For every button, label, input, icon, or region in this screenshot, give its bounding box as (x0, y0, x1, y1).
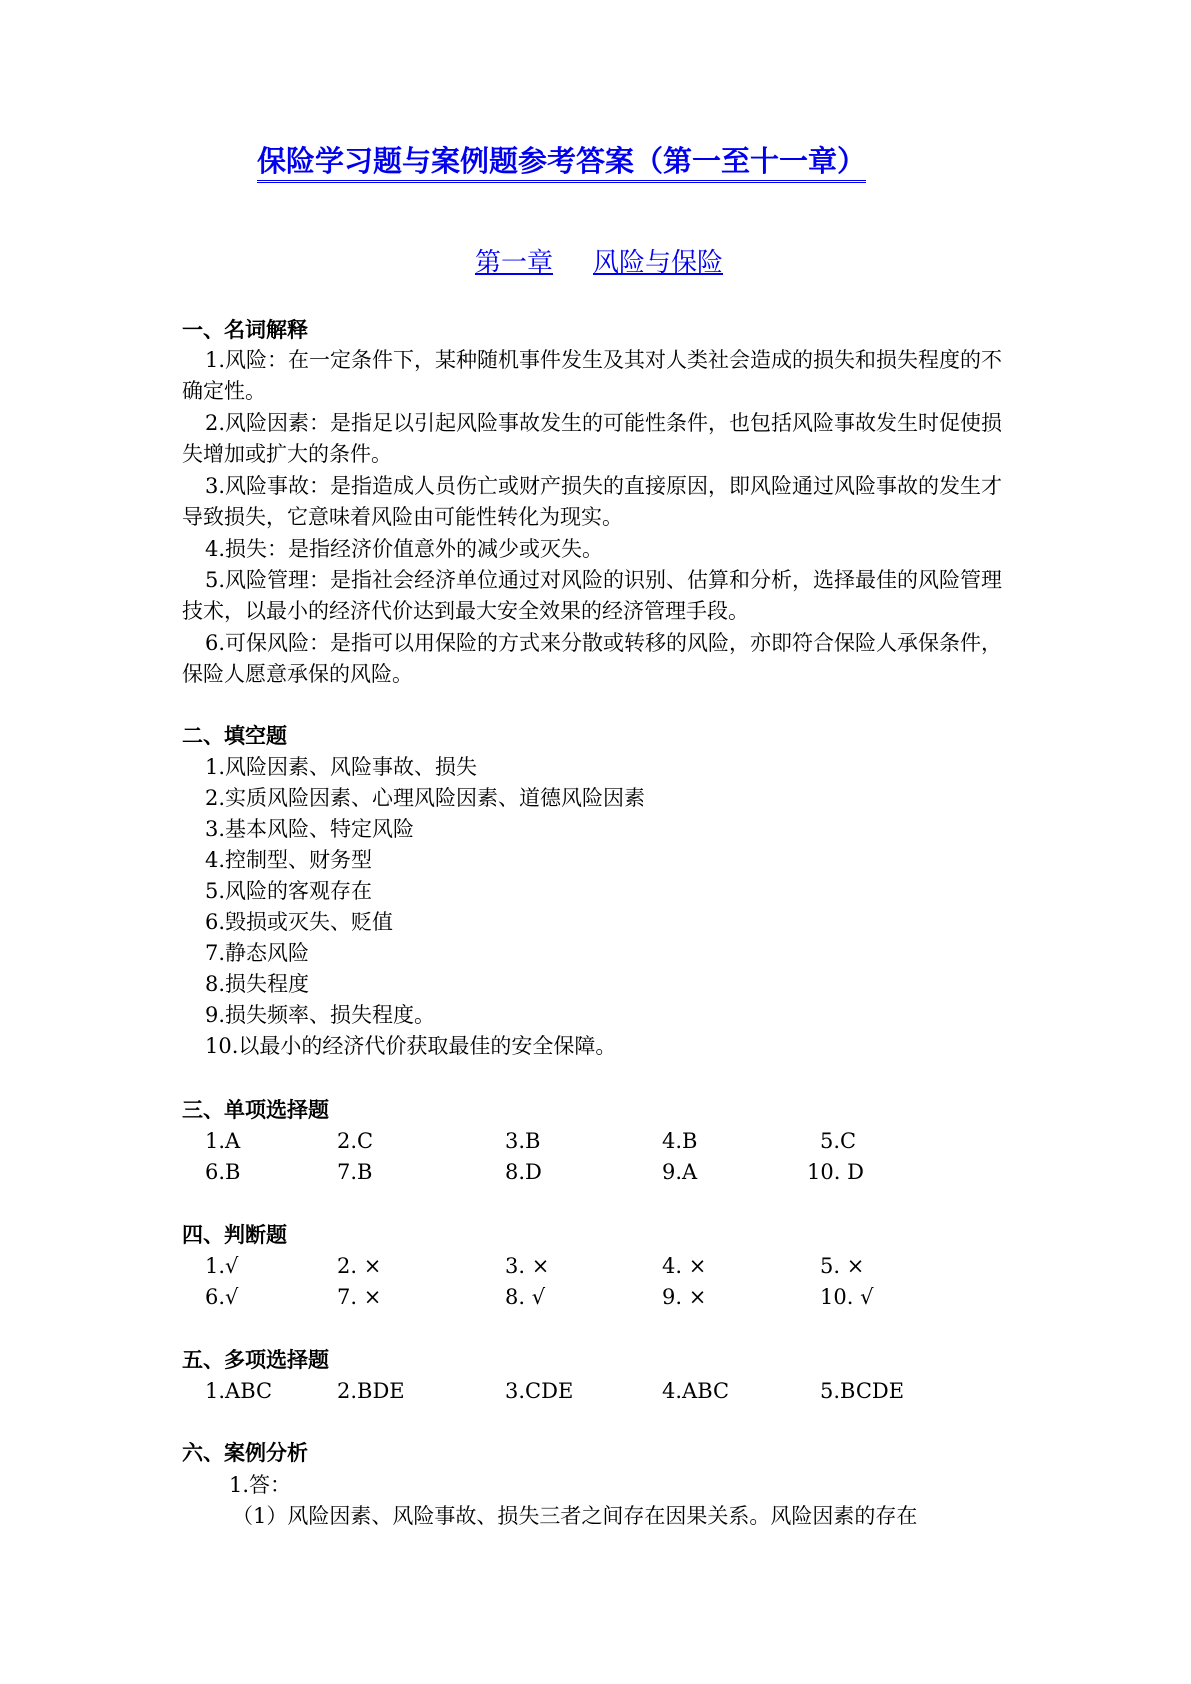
definition-item: 2.风险因素：是指足以引起风险事故发生的可能性条件，也包括风险事故发生时促使损失增加或扩大的条件。 (182, 411, 1003, 466)
fill-in-item: 5.风险的客观存在 (205, 879, 373, 903)
multiple-choice-answer: 4.ABC (662, 1379, 730, 1403)
multiple-choice-answer: 1.ABC (205, 1379, 273, 1403)
fill-in-item: 6.毁损或灭失、贬值 (205, 910, 394, 934)
single-choice-answer: 8.D (505, 1160, 542, 1184)
true-false-answer: 6.√ (205, 1285, 239, 1309)
fill-in-item: 2.实质风险因素、心理风险因素、道德风险因素 (205, 786, 646, 810)
single-choice-answer: 2.C (337, 1129, 374, 1153)
single-choice-answer: 3.B (505, 1129, 541, 1153)
true-false-answer: 2. × (337, 1254, 382, 1278)
chapter-title[interactable] (475, 248, 723, 279)
fill-in-item: 3.基本风险、特定风险 (205, 817, 415, 841)
true-false-answer: 5. × (820, 1254, 865, 1278)
section-heading-fill-in: 二、填空题 (182, 724, 287, 748)
single-choice-answer: 6.B (205, 1160, 241, 1184)
single-choice-answer: 4.B (662, 1129, 698, 1153)
definition-item: 1.风险：在一定条件下，某种随机事件发生及其对人类社会造成的损失和损失程度的不确定性。 (182, 348, 1003, 403)
fill-in-item: 10.以最小的经济代价获取最佳的安全保障。 (205, 1034, 617, 1058)
multiple-choice-answer: 2.BDE (337, 1379, 405, 1403)
single-choice-answer: 1.A (205, 1129, 241, 1153)
definition-item: 4.损失：是指经济价值意外的减少或灭失。 (205, 537, 604, 561)
true-false-answer: 9. × (662, 1285, 707, 1309)
definition-item: 3.风险事故：是指造成人员伤亡或财产损失的直接原因，即风险通过风险事故的发生才导致损失，它意味着风险由可能性转化为现实。 (182, 474, 1003, 529)
fill-in-item: 4.控制型、财务型 (205, 848, 373, 872)
fill-in-item: 7.静态风险 (205, 941, 310, 965)
single-choice-answer: 5.C (820, 1129, 857, 1153)
true-false-answer: 3. × (505, 1254, 550, 1278)
single-choice-answer: 10. D (807, 1160, 864, 1184)
single-choice-answer: 9.A (662, 1160, 698, 1184)
fill-in-item: 8.损失程度 (205, 972, 310, 996)
chapter-number: 第一章 (475, 248, 554, 278)
true-false-answer: 8. √ (505, 1285, 546, 1309)
true-false-answer: 4. × (662, 1254, 707, 1278)
fill-in-item: 9.损失频率、损失程度。 (205, 1003, 436, 1027)
document-title[interactable]: 保险学习题与案例题参考答案（第一至十一章） (257, 145, 866, 183)
section-heading-true-false: 四、判断题 (182, 1223, 287, 1247)
definition-item: 6.可保风险：是指可以用保险的方式来分散或转移的风险，亦即符合保险人承保条件，保险人愿意承保的风险。 (182, 631, 1003, 686)
section-heading-multiple-choice: 五、多项选择题 (182, 1348, 329, 1372)
true-false-answer: 7. × (337, 1285, 382, 1309)
case-answer-label: 1.答： (229, 1473, 292, 1497)
section-heading-single-choice: 三、单项选择题 (182, 1098, 329, 1122)
single-choice-answer: 7.B (337, 1160, 373, 1184)
case-answer-text: （1）风险因素、风险事故、损失三者之间存在因果关系。风险因素的存在 (232, 1504, 918, 1528)
multiple-choice-answer: 5.BCDE (820, 1379, 905, 1403)
true-false-answer: 10. √ (820, 1285, 874, 1309)
true-false-answer: 1.√ (205, 1254, 239, 1278)
section-heading-definitions: 一、名词解释 (182, 318, 308, 342)
definition-item: 5.风险管理：是指社会经济单位通过对风险的识别、估算和分析，选择最佳的风险管理技术，以最小的经济代价达到最大安全效果的经济管理手段。 (182, 568, 1003, 623)
multiple-choice-answer: 3.CDE (505, 1379, 574, 1403)
chapter-name: 风险与保险 (593, 248, 724, 278)
section-heading-case-analysis: 六、案例分析 (182, 1441, 308, 1465)
fill-in-item: 1.风险因素、风险事故、损失 (205, 755, 478, 779)
